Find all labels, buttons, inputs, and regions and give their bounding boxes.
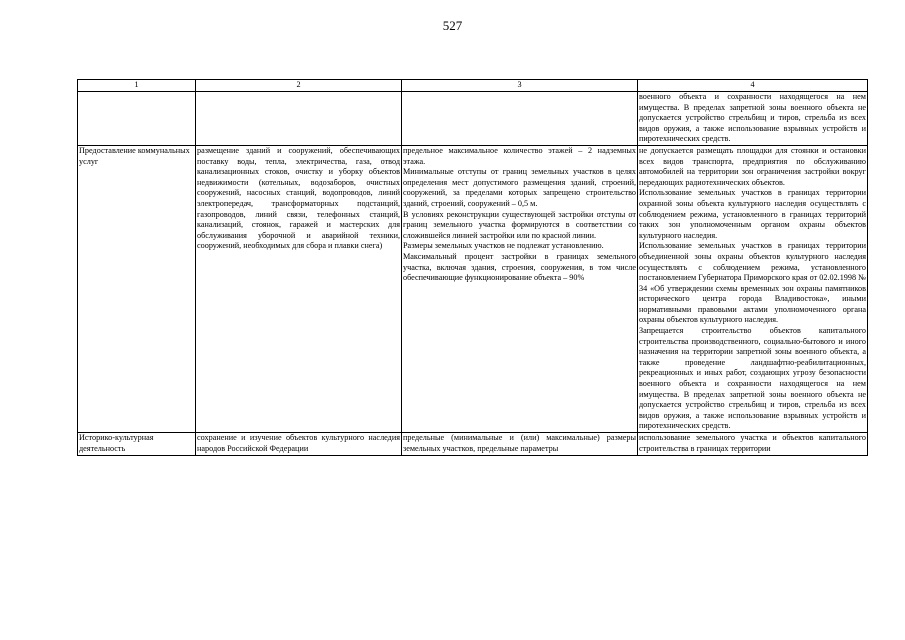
column-header-4: 4 — [638, 80, 868, 92]
table-row — [78, 145, 868, 432]
restrictions-cell — [638, 433, 868, 456]
restrictions-cell — [638, 145, 868, 432]
parameters-cell — [402, 92, 638, 146]
use-description-cell: размещение зданий и сооружений, обеспечивающих поставку воды, тепла, электричества, газа, отвод канализационных стоков, очистку и уборку объектов недвижимости (котельных, водозаборов, очистных сооружений, насосных станций, водопроводов, линий электропередач, трансформаторных подстанций, газопроводов, линий связи, телефонных станций, канализаций, стоянок, гаражей и мастерских для обслуживания уборочной и аварийной техники, сооружений, необходимых для сбора и плавки снега) — [196, 145, 402, 432]
parameter-paragraph: Максимальный процент застройки в границах земельного участка, включая здания, строения, сооружения, в том числе обеспечивающие функционирование объекта – 90% — [403, 251, 636, 283]
parameter-paragraph: Размеры земельных участков не подлежат установлению. — [403, 241, 604, 251]
parameters-cell — [402, 145, 638, 432]
column-header-2: 2 — [196, 80, 402, 92]
parameter-paragraph: В условиях реконструкции существующей застройки отступы от границ земельного участка формируются в соответствии со сложившейся линией застройки или по красной линии. — [403, 209, 636, 240]
restrictions-cell — [638, 92, 868, 146]
use-type-cell — [78, 92, 196, 146]
table-row — [78, 92, 868, 146]
parameter-paragraph: предельное максимальное количество этажей – 2 надземных этажа. — [403, 145, 636, 166]
parameters-cell — [402, 433, 638, 456]
table-header-row — [78, 80, 868, 92]
restriction-paragraph: военного объекта и сохранности находящегося на нем имущества. В пределах запретной зоны военного объекта не допускается устройство стрельбищ и тиров, стрельба из всех видов оружия, а также использование взрывных устройств и пиротехнических средств. — [639, 92, 866, 144]
restriction-paragraph: использование земельного участка и объектов капитального строительства в границах территории — [639, 433, 866, 453]
parameter-paragraph: предельные (минимальные и (или) максимальные) размеры земельных участков, предельные параметры — [403, 433, 636, 453]
table-row — [78, 433, 868, 456]
restriction-paragraph: не допускается размещать площадки для стоянки и остановки всех видов транспорта, предприятия по обслуживанию автомобилей на территории зон ограничения застройки вокруг передающих радиотехнических объектов. — [639, 145, 866, 187]
restriction-paragraph: Использование земельных участков в границах территории охранной зоны объекта культурного наследия осуществлять с соблюдением режима, установленного в границах территорий таких зон уполномоченным органом охраны объектов культурного наследия. — [639, 188, 866, 240]
restriction-paragraph: Использование земельных участков в границах территории объединенной зоны охраны объектов культурного наследия осуществлять с соблюдением режима, установленного постановлением Губернатора Приморского края от 02.02.1998 № 34 «Об утверждении схемы временных зон охраны памятников исторического центра города Владивостока», иными нормативными правовыми актами уполномоченного органа охраны объектов культурного наследия. — [639, 241, 866, 325]
parameter-paragraph: Минимальные отступы от границ земельных участков в целях определения мест допустимого размещения зданий, строений, сооружений, за пределами которых запрещено строительство зданий, строений, сооружений – 0,5 м. — [403, 167, 636, 208]
use-description-cell: сохранение и изучение объектов культурного наследия народов Российской Федерации — [196, 433, 402, 456]
column-header-3: 3 — [402, 80, 638, 92]
use-type-cell: Предоставление коммунальных услуг — [78, 145, 196, 432]
restriction-paragraph: Запрещается строительство объектов капитального строительства производственного, социально-бытового и иного назначения на территории запретной зоны военного объекта, а также проведение ландшафтно-реабилитационных, рекреационных и иных работ, создающих угрозу безопасности военного объекта и сохранности находящегося на нем имущества. В пределах запретной зоны военного объекта не допускается устройство стрельбищ и тиров, стрельба из всех видов оружия, а также использование взрывных устройств и пиротехнических средств. — [639, 326, 866, 431]
use-description-cell — [196, 92, 402, 146]
page-number: 527 — [442, 18, 463, 33]
use-type-cell: Историко-культурная деятельность — [78, 433, 196, 456]
regulations-table — [77, 79, 868, 456]
column-header-1: 1 — [78, 80, 196, 92]
